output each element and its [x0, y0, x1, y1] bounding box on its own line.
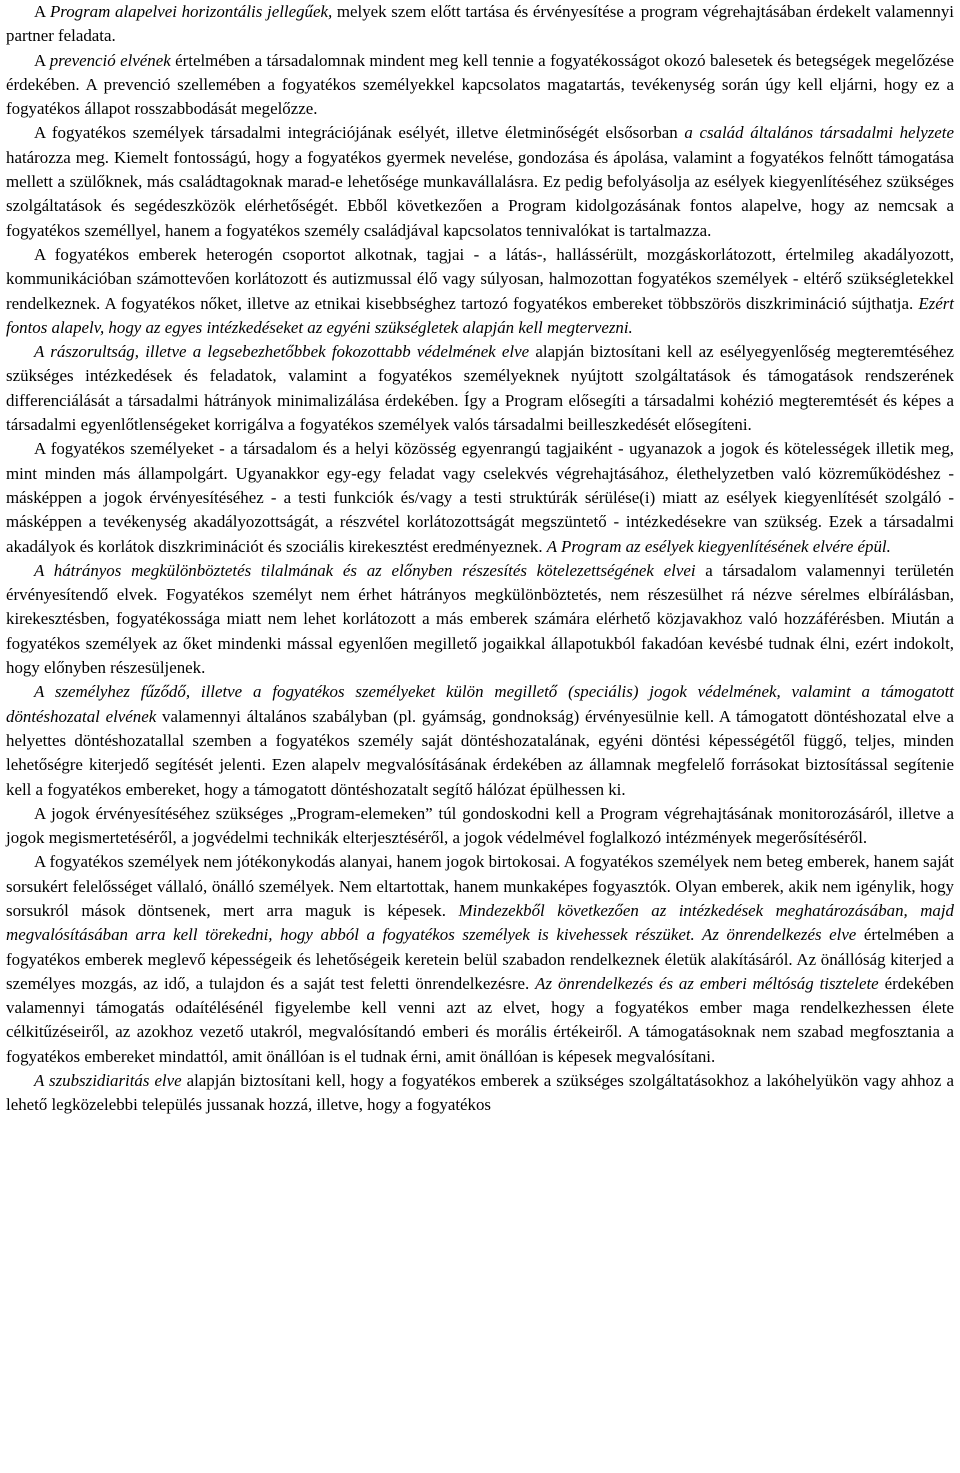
body-paragraph — [6, 437, 954, 558]
text-run: A — [34, 2, 50, 21]
text-run: A fogyatékos emberek heterogén csoportot alkotnak, tagjai - a látás-, hallássérült, mozgáskorlátozott, értelmileg akadályozott, kommunikációban számottevően korlátozott és autizmussal élő vagy súlyosan, halmozottan fogyatékos személyek - eltérő szükségletekkel rendelkeznek. A fogyatékos nőket, illetve az etnikai kisebbséghez tartozó fogyatékos embereket többszörös diszkrimináció sújthatja. — [6, 244, 954, 313]
body-paragraph — [6, 49, 954, 122]
text-run: a társadalom valamennyi területén érvényesítendő elvek. Fogyatékos személyt nem érhet hátrányos megkülönböztetés, nem részesülhet rá nézve sérelmes elbírálásban, kirekesztésben, fogyatékossága miatt nem lehet korlátozott a más emberek számára elérhető közjavakhoz való hozzáférésben. Miután a fogyatékos személyek az őket mindenki mással egyenlően megillető jogaikkal állapotukból fakadóan kevésbé tudnak élni, ezért indokolt, hogy előnyben részesüljenek. — [6, 560, 954, 678]
italic-text: A hátrányos megkülönböztetés tilalmának és az előnyben részesítés kötelezettségének elvei — [34, 560, 696, 580]
text-run: valamennyi általános szabályban (pl. gyámság, gondnokság) érvényesülnie kell. A támogatott döntéshozatal elve a helyettes döntéshozatallal szemben a fogyatékos személy saját döntéshozatalának, egyéni döntési képességétől függő, teljes, minden lehetőségre kiterjedő segítését jelenti. Ezen alapelv megvalósításának érdekében az államnak megfelelő forrásokat biztosítással segítenie kell a fogyatékos embereket, hogy a támogatott döntéshozatalt segítő hálózat épülhessen ki. — [6, 706, 954, 799]
text-run: melyek szem előtt tartása és érvényesítése a program végrehajtásában érdekelt valamennyi partner feladata. — [6, 2, 954, 46]
text-run: A jogok érvényesítéséhez szükséges „Program-elemeken” túl gondoskodni kell a Program végrehajtásának monitorozásáról, illetve a jogok megismertetéséről, a jogvédelmi technikák elterjesztéséről, a jogok védelmével foglalkozó intézmények megerősítéséről. — [6, 803, 954, 848]
text-run: értelmében a társadalomnak mindent meg kell tennie a fogyatékosságot okozó balesetek és betegségek megelőzése érdekében. A prevenció szellemében a fogyatékos személyekkel kapcsolatos magatartás, tevékenység során úgy kell eljárni, hogy ez a fogyatékos állapot rosszabbodását megelőzze. — [6, 50, 954, 119]
body-paragraph — [6, 802, 954, 851]
text-run: A fogyatékos személyek nem jótékonykodás alanyai, hanem jogok birtokosai. A fogyatékos személyek nem beteg emberek, hanem saját sorsukért felelősséget vállaló, önálló személyek. Nem eltartottak, hanem munkaképes fogyasztók. Olyan emberek, akik nem igénylik, hogy sorsukról mások döntsenek, mert arra maguk is képesek. — [6, 852, 954, 920]
text-run: A fogyatékos személyeket - a társadalom és a helyi közösség egyenrangú tagjaiként - ugyanazok a jogok és kötelességek illetik meg, mint minden más állampolgárt. Ugyanakkor egy-egy feladat vagy cselekvés végrehajtásához, élethelyzetben való közreműködéshez - másképpen a jogok érvényesítéséhez - a testi funkciók és/vagy a testi struktúrák sérülése(i) miatt az esélyek kiegyenlítését szolgáló - másképpen a tevékenység akadályozottságát, a részvétel korlátozottságát megszüntető - intézkedésekre van szükség. Ezek a társadalmi akadályok és korlátok diszkriminációt és szociális kirekesztést eredményeznek. — [6, 439, 954, 556]
text-run: A — [34, 50, 50, 70]
italic-text: A szubszidiaritás elve — [34, 1071, 182, 1091]
body-paragraph — [6, 121, 954, 242]
text-run: alapján biztosítani kell az esélyegyenlőség megteremtéséhez szükséges intézkedések és feladatok, valamint a fogyatékos személyeknek nyújtott szolgáltatások és támogatások rendszerének differenciálását a társadalmi hátrányok minimalizálása érdekében. Így a Program elősegíti a társadalmi kohézió megteremtését és képes a társadalmi egyenlőtlenségeket korrigálva a fogyatékos személyek valós társadalmi beilleszkedését elősegíteni. — [6, 342, 954, 435]
italic-text: Az önrendelkezés és az emberi méltóság tisztelete — [535, 973, 879, 993]
italic-text: A Program az esélyek kiegyenlítésének elvére épül. — [546, 536, 891, 556]
body-paragraph — [6, 680, 954, 801]
body-paragraph — [6, 243, 954, 340]
text-run: A fogyatékos személyek társadalmi integrációjának esélyét, illetve életminőségét elsősorban — [34, 123, 685, 143]
italic-text: Mindezekből következően az intézkedések meghatározásában, majd megvalósításában arra kell törekedni, hogy abból a fogyatékos személyek is kivehessek részüket. Az önrendelkezés elve — [6, 900, 954, 945]
text-run: alapján biztosítani kell, hogy a fogyatékos emberek a szükséges szolgáltatásokhoz a lakóhelyükön vagy ahhoz a lehető legközelebbi település jussanak hozzá, illetve, hogy a fogyatékos — [6, 1071, 954, 1115]
italic-text: a család általános társadalmi helyzete — [684, 123, 954, 143]
body-paragraph — [6, 850, 954, 1069]
body-paragraph — [6, 0, 954, 49]
italic-text: prevenció elvének — [49, 50, 171, 70]
text-run: érdekében valamennyi támogatás odaítélésénél figyelembe kell venni azt az elvet, hogy a fogyatékos ember maga rendelkezhessen élete célkitűzéseiről, az azokhoz vezető utakról, megvalósítandó emberi és morális értékeiről. A támogatásoknak nem szabad megfosztania a fogyatékos embereket mindattól, amit önállóan is el tudnak érni, amit önállóan is képesek megvalósítani. — [6, 973, 954, 1066]
body-paragraph — [6, 340, 954, 437]
text-run: értelmében a fogyatékos emberek meglevő képességeik és lehetőségeik keretein belül szabadon rendelkeznek életük alakításáról. Az önállóság kiterjed a személyes mozgás, az idő, a tulajdon és a saját test feletti önrendelkezésre. — [6, 925, 954, 993]
body-paragraph — [6, 1069, 954, 1118]
body-paragraph — [6, 559, 954, 680]
italic-text: Ezért fontos alapelv, hogy az egyes intézkedéseket az egyéni szükségletek alapján kell megtervezni. — [6, 293, 954, 337]
italic-text: Program alapelvei horizontális jellegűek, — [49, 2, 333, 21]
italic-text: A személyhez fűződő, illetve a fogyatékos személyeket külön megillető (speciális) jogok védelmének, valamint a támogatott döntéshozatal elvének — [6, 682, 954, 726]
italic-text: A rászorultság, illetve a legsebezhetőbbek fokozottabb védelmének elve — [34, 342, 530, 362]
text-run: határozza meg. Kiemelt fontosságú, hogy a fogyatékos gyermek nevelése, gondozása és ápolása, valamint a fogyatékos felnőtt támogatása mellett a szülőknek, más családtagoknak marad-e lehetősége munkavállalásra. Ez pedig befolyásolja az esélyek kiegyenlítéséhez szükséges szolgáltatások és segédeszközök elérhetőségét. Ebből következően a Program kidolgozásának fontos alapelve, hogy az nemcsak a fogyatékos személlyel, hanem a fogyatékos személy családjával kapcsolatos tennivalókat is tartalmazza. — [6, 147, 954, 240]
